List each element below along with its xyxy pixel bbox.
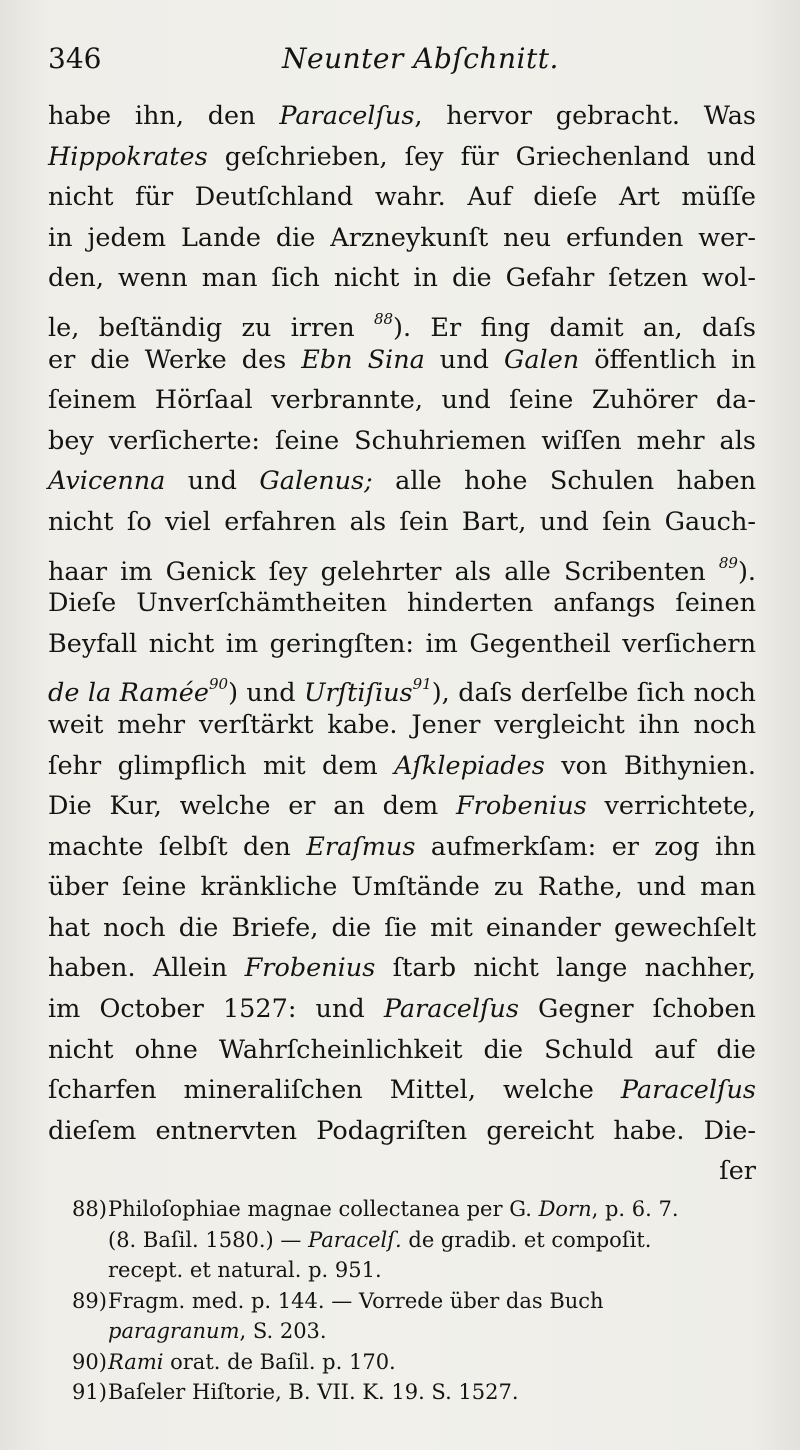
running-head: Neunter Abſchnitt. xyxy=(282,42,559,75)
text-line: ſcharfen mineraliſchen Mittel, welche Paracelſus xyxy=(48,1075,756,1106)
text-line: Hippokrates geſchrieben, ſey für Griechenland und xyxy=(48,141,756,172)
footnote-88: 88)Philoſophiae magnae collectanea per G. Dorn, p. 6. 7. xyxy=(72,1197,679,1221)
text-line: haar im Genick ſey gelehrter als alle Scribenten $^{89}$). xyxy=(48,553,756,587)
footnote-90: 90)Rami orat. de Baſil. p. 170. xyxy=(72,1349,396,1374)
footnote-91: 91)Baſeler Hiſtorie, B. VII. K. 19. S. 1527. xyxy=(72,1380,519,1404)
text-line: er die Werke des Ebn Sina und Galen öffentlich in xyxy=(48,344,757,375)
text-line: weit mehr verſtärkt kabe. Jener vergleicht ihn noch xyxy=(48,709,756,740)
text-line: Die Kur, welche er an dem Frobenius verrichtete, xyxy=(48,791,757,822)
footnote-ref: 91 xyxy=(412,675,432,694)
text-line: im October 1527: und Paracelſus Gegner ſchoben xyxy=(48,994,756,1025)
text-line: habe ihn, den Paracelſus, hervor gebracht. Was xyxy=(48,101,756,131)
footnote-line: paragranum, S. 203. xyxy=(108,1319,327,1343)
text-line: nicht für Deutſchland wahr. Auf dieſe Art müſſe xyxy=(48,182,756,213)
footnote-line: (8. Baſil. 1580.) — Paracelſ. de gradib. et compoſit. xyxy=(108,1227,652,1252)
text-line: de la Ramée$^{90}$) und Urſtiſius$^{91}$), daſs derſelbe ſich noch xyxy=(48,675,756,709)
text-line: le, beſtändig zu irren $^{88}$). Er fing damit an, daſs xyxy=(48,309,756,343)
text-line: Avicenna und Galenus; alle hohe Schulen haben xyxy=(48,466,756,497)
text-line: machte ſelbſt den Eraſmus aufmerkſam: er zog ihn xyxy=(48,831,756,862)
text-line: hat noch die Briefe, die ſie mit einander gewechſelt xyxy=(48,912,756,943)
text-line: nicht ſo viel erfahren als ſein Bart, und ſein Gauch- xyxy=(48,506,756,537)
footnote-ref: 89 xyxy=(718,553,738,572)
text-line: Beyfall nicht im geringſten: im Gegentheil verſichern xyxy=(48,628,756,659)
text-line: in jedem Lande die Arzneykunſt neu erfunden wer- xyxy=(48,222,756,253)
main-text xyxy=(48,96,756,1192)
text-line: bey verſicherte: ſeine Schuhriemen wiſſen mehr als xyxy=(48,425,756,456)
text-line: ſeinem Hörſaal verbrannte, und ſeine Zuhörer da- xyxy=(48,385,756,416)
text-line: Dieſe Unverſchämtheiten hinderten anfangs ſeinen xyxy=(48,588,756,619)
footnote-ref: 88 xyxy=(373,309,394,328)
catchword: ſer xyxy=(719,1156,756,1187)
footnote-89: 89)Fragm. med. p. 144. — Vorrede über das Buch xyxy=(72,1288,604,1313)
page-number: 346 xyxy=(48,42,102,75)
footnote-line: recept. et natural. p. 951. xyxy=(108,1258,382,1282)
text-line: den, wenn man ſich nicht in die Gefahr ſetzen wol- xyxy=(48,263,756,294)
footnotes xyxy=(72,1194,760,1408)
text-line: nicht ohne Wahrſcheinlichkeit die Schuld auf die xyxy=(48,1034,756,1065)
text-line: dieſem entnervten Podagriſten gereicht habe. Die- xyxy=(48,1115,756,1146)
text-line: ſehr glimpflich mit dem Aſklepiades von Bithynien. xyxy=(48,750,757,781)
text-line: über ſeine kränkliche Umſtände zu Rathe, und man xyxy=(48,872,756,903)
text-line: haben. Allein Frobenius ſtarb nicht lange nachher, xyxy=(48,953,756,984)
footnote-ref: 90 xyxy=(208,675,229,694)
page-header xyxy=(48,38,768,78)
